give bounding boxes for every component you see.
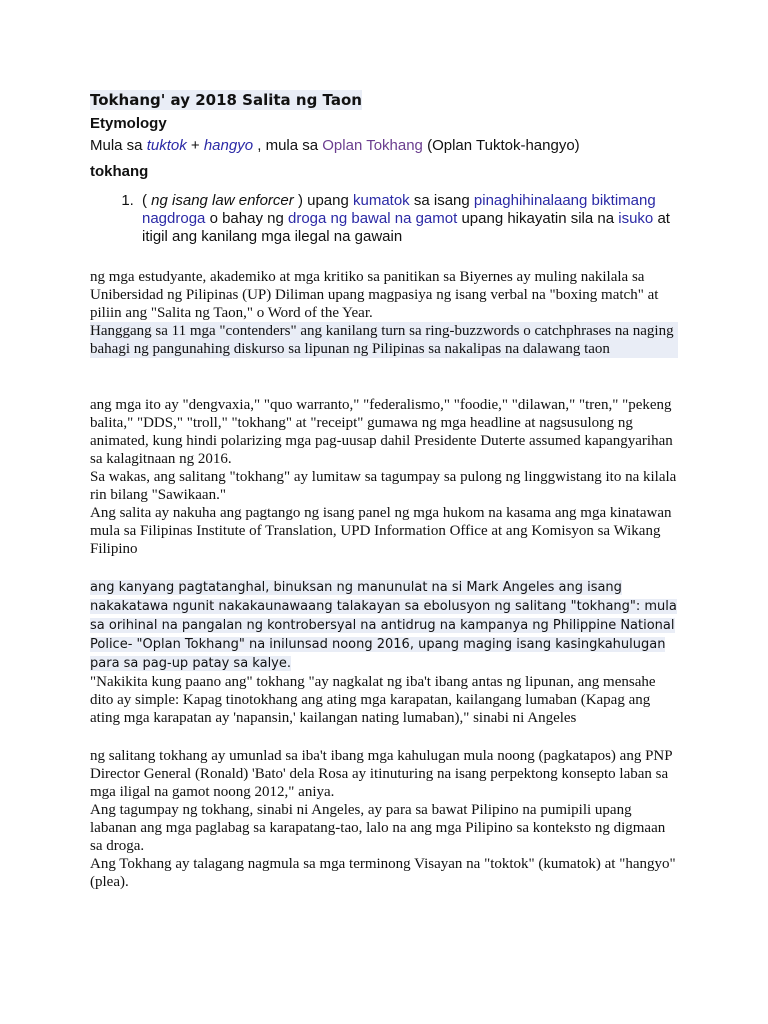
paragraph-3: ang mga ito ay "dengvaxia," "quo warranto," "federalismo," "foodie," "dilawan," "tren," "pekeng balita," "DDS," "troll," "tokhang" at "receipt" gumawa ng mga headline at nagsusulong ng animated, kung hindi polarizing mga pag-uusap dahil Presidente Duterte assumed kapangyarihan sa kalagitnaan ng 2016. bbox=[90, 397, 673, 467]
link-kumatok[interactable]: kumatok bbox=[352, 192, 410, 209]
def-sa-isang: sa isang bbox=[413, 192, 470, 209]
paragraph-9: Ang tagumpay ng tokhang, sinabi ni Angeles, ay para sa bawat Pilipino na pumipili upang labanan ang mga paglabag sa karapatang-tao, lalo na ang mga Pilipino sa konteksto ng digmaan sa droga. bbox=[90, 802, 666, 854]
paragraph-4: Sa wakas, ang salitang "tokhang" ay lumitaw sa tagumpay sa pulong ng linggwistang ito na kilala rin bilang "Sawikaan." bbox=[90, 469, 677, 503]
paragraph-1: ng mga estudyante, akademiko at mga kritiko sa panitikan sa Biyernes ay muling nakilala sa Unibersidad ng Pilipinas (UP) Diliman upang magpasiya ng isang verbal na "boxing match" at piliin ang "Salita ng Taon," o Word of the Year. bbox=[90, 269, 659, 321]
paragraph-6 bbox=[90, 578, 678, 673]
definition-list bbox=[90, 192, 678, 246]
link-oplan-tokhang[interactable]: Oplan Tokhang bbox=[322, 137, 423, 154]
etymology-plus: + bbox=[190, 137, 200, 154]
paragraph-8: ng salitang tokhang ay umunlad sa iba't ibang mga kahulugan mula noong (pagkatapos) ang PNP Director General (Ronald) 'Bato' dela Rosa ay itinuturing na isang perpektong konsepto laban sa mga iligal na gamot noong 2012," aniya. bbox=[90, 748, 673, 800]
def-upang-hikayatin: upang hikayatin sila na bbox=[461, 210, 615, 227]
paragraph-6-text: ang kanyang pagtatanghal, binuksan ng manunulat na si Mark Angeles ang isang nakakatawa ngunit nakakaunawaang talakayan sa ebolusyon ng salitang "tokhang": mula sa orihinal na pangalan ng kontrobersyal na antidrug na kampanya ng Philippine National Police- "Oplan Tokhang" na inilunsad noong 2016, upang maging isang kasingkahulugan para sa pag-up patay sa kalye. bbox=[90, 580, 677, 671]
def-enforcer: ng isang law enforcer bbox=[151, 192, 294, 209]
def-o-bahay-ng: o bahay ng bbox=[209, 210, 284, 227]
etymology-heading: Etymology bbox=[90, 115, 167, 132]
link-tuktok[interactable]: tuktok bbox=[146, 137, 187, 154]
page-title: Tokhang' ay 2018 Salita ng Taon bbox=[90, 91, 362, 109]
link-hangyo[interactable]: hangyo bbox=[203, 137, 254, 154]
etymology-mula-sa: Mula sa bbox=[90, 137, 143, 154]
link-isuko[interactable]: isuko bbox=[618, 210, 654, 227]
headword: tokhang bbox=[90, 163, 149, 180]
link-droga[interactable]: droga ng bawal na gamot bbox=[287, 210, 458, 227]
def-close-upang: ) upang bbox=[297, 192, 349, 209]
paragraph-10: Ang Tokhang ay talagang nagmula sa mga terminong Visayan na "toktok" (kumatok) at "hangyo" (plea). bbox=[90, 856, 676, 890]
link-pinaghihinalaang[interactable]: pinaghihinalaang biktimang nagdroga bbox=[142, 192, 656, 227]
def-open-paren: ( bbox=[142, 192, 147, 209]
etymology-paren: (Oplan Tuktok-hangyo) bbox=[427, 137, 580, 154]
def-rest: at itigil ang kanilang mga ilegal na gawain bbox=[142, 210, 670, 245]
definition-item bbox=[138, 192, 678, 246]
etymology-comma-mula-sa: , mula sa bbox=[257, 137, 319, 154]
paragraph-5: Ang salita ay nakuha ang pagtango ng isang panel ng mga hukom na kasama ang mga kinatawan mula sa Filipinas Institute of Translation, UPD Information Office at ang Komisyon sa Wikang Filipino bbox=[90, 505, 672, 557]
paragraph-2: Hanggang sa 11 mga "contenders" ang kanilang turn sa ring-buzzwords o catchphrases na naging bahagi ng pangunahing diskurso sa lipunan ng Pilipinas sa nakalipas na dalawang taon bbox=[90, 322, 678, 358]
etymology-line bbox=[90, 136, 678, 156]
paragraph-7: "Nakikita kung paano ang" tokhang "ay nagkalat ng iba't ibang antas ng lipunan, ang mensahe dito ay simple: Kapag tinotokhang ang ating mga karapatan, kailangang lumaban (Kapag ang ating mga karapatan ay 'napansin,' kailangan nating lumaban)," sinabi ni Angeles bbox=[90, 674, 656, 726]
